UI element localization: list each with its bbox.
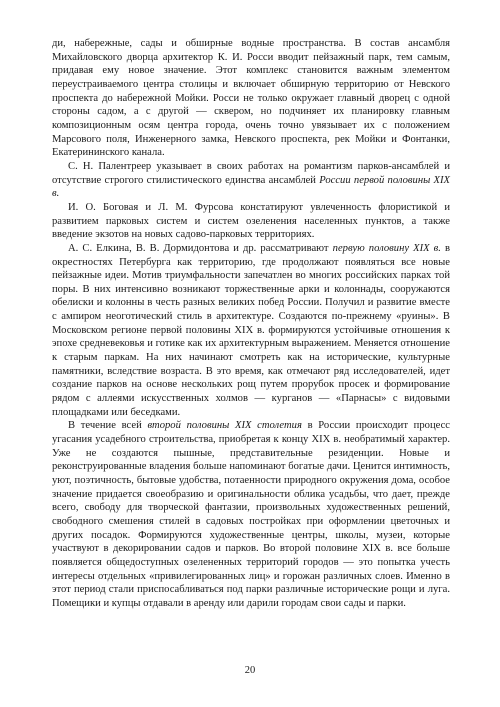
paragraph-text: в окрестностях Петербурга как территорию, где продолжают появляться все новые пейзажные идеи. Мотив триумфальности запечатлен во многих российских парках той поры. В них интенсивно возникают торжественные арки и колоннады, сооружаются обелиски и колонны в честь разных великих побед России. Получил и развитие вместе с ампиром неоготический стиль в архитектуре. Создаются по-прежнему «руины». В Московском регионе первой половины XIX в. формируются устойчивые отношения к эпохе средневековья и готике как их архитектурным выражением. Меняется отношение к старым паркам. На них начинают смотреть как на исторические, культурные памятники, вследствие возраста. В это время, как отмечают ряд исследователей, идет создание парков на основе нескольких рощ путем прорубок просек и формирование рядом с аллеями искусственных холмов — курганов — «Парнасы» с видовыми площадками или беседками. [52,242,450,418]
paragraph-text: И. О. Боговая и Л. М. Фурсова констатируют увлеченность флористикой и развитием парковых систем и систем озеленения населенных пунктов, а также введение экзотов на новых садово-парковых территориях. [52,201,450,241]
paragraph-1 [52,37,450,160]
paragraph-text: В течение всей [68,420,148,432]
paragraph-4 [52,242,450,420]
paragraph-5 [52,419,450,610]
paragraph-2 [52,160,450,201]
page-number: 20 [244,665,256,676]
paragraph-text: ди, набережные, сады и обширные водные пространства. В состав ансамбля Михайловского дворца архитектор К. И. Росси вводит пейзажный парк, тем самым, придавая ему новое значение. Этот комплекс становится важным элементом переустраиваемого центра столицы и включает обширную территорию от Невского проспекта до набережной Мойки. Росси не только окружает главный дворец с одной стороны садом, а с другой — сквером, но подчиняет их планировку главным композиционным осям центра города, очень точно увязывает их с положением Марсового поля, Инженерного замка, Невского проспекта, рек Мойки и Фонтанки, Екатерининского канала. [52,38,450,159]
paragraph-text: А. С. Елкина, В. В. Дормидонтова и др. рассматривают [68,242,333,254]
paragraph-3 [52,201,450,242]
paragraph-text: в России происходит процесс угасания усадебного строительства, приобретая к концу XIX в. необратимый характер. Уже не создаются пышные, представительные резиденции. Новые и реконструированные владения больше напоминают богатые дачи. Ценится интимность, уют, поэтичность, бытовые удобства, потаенности природного окружения дома, особое значение придается своеобразию и оригинальности облика усадьбы, что дает, прежде всего, свободу для творческой фантазии, произвольных художественных решений, свободного смешения стилей в садовых постройках при оформлении цветочных и других посадок. Формируются художественные центры, школы, музеи, которые участвуют в декорировании садов и парков. Во второй половине XIX в. все больше появляется общедоступных озелененных территорий городов — это попытка учесть интересы отдельных «привилегированных лиц» и горожан различных слоев. Именно в этот период стали приспосабливаться под парки различные исторические рощи и луга. Помещики и купцы отдавали в аренду или дарили городам свои сады и парки. [52,420,450,609]
paragraph-text: С. Н. Палентреер указывает в своих работах на романтизм парков-ансамблей и отсутствие строгого стилистического единства ансамблей [52,160,450,186]
italic-phrase: второй половины XIX столетия [147,420,302,432]
italic-phrase: первую половину XIX в. [332,242,441,254]
body-text [52,37,450,611]
italic-phrase: России первой половины XIX в. [52,174,450,200]
